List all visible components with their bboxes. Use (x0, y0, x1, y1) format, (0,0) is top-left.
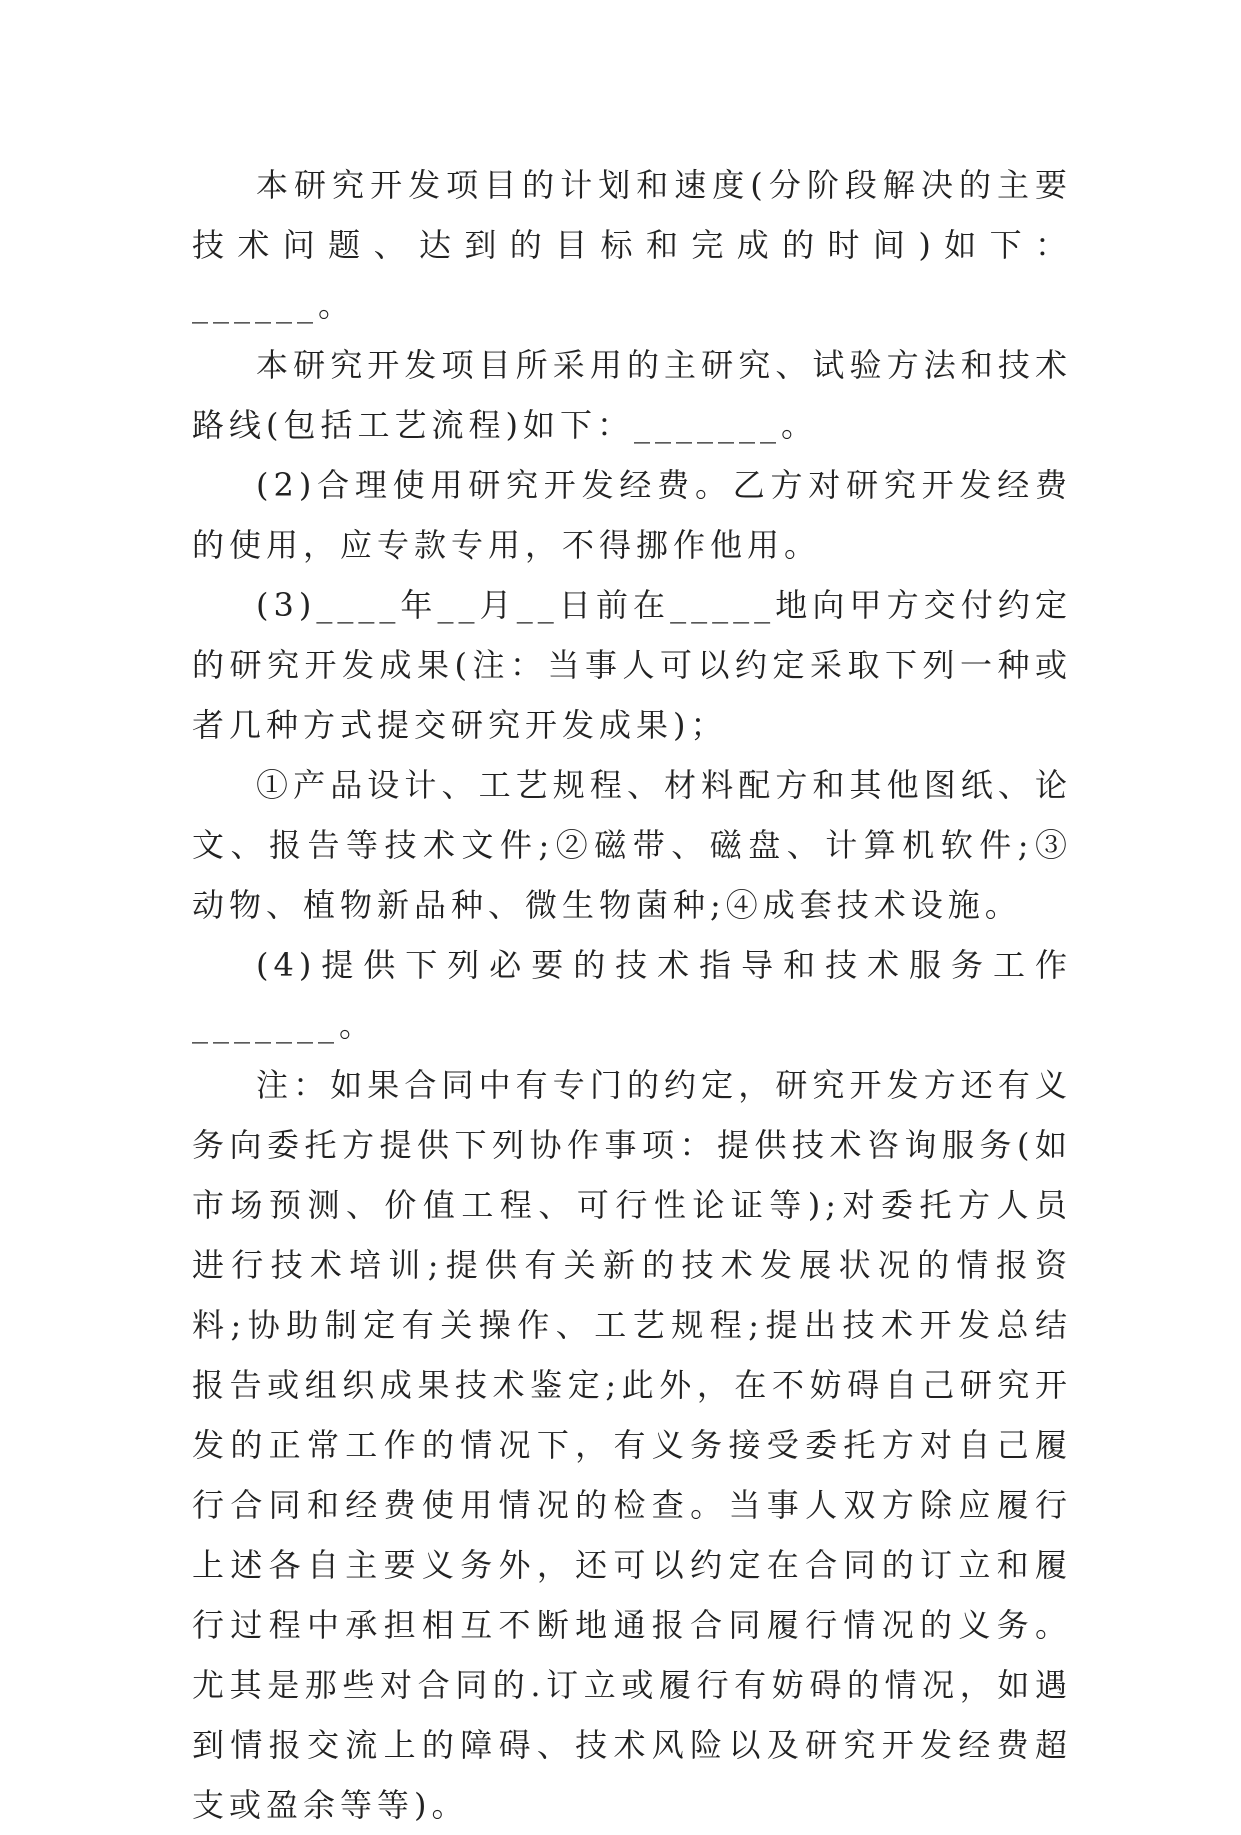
paragraph-delivery-date: (3)____年__月__日前在_____地向甲方交付约定的研究开发成果(注：当事人可以约定采取下列一种或者几种方式提交研究开发成果)； (192, 586, 1072, 744)
paragraph-technical-guidance: (4)提供下列必要的技术指导和技术服务工作_______。 (192, 946, 1072, 1044)
paragraph-research-methods: 本研究开发项目所采用的主研究、试验方法和技术路线(包括工艺流程)如下：_______。 (192, 346, 1072, 444)
document-body (192, 155, 1072, 1835)
paragraph-deliverable-forms: ①产品设计、工艺规程、材料配方和其他图纸、论文、报告等技术文件;②磁带、磁盘、计算机软件;③动物、植物新品种、微生物菌种;④成套技术设施。 (192, 766, 1072, 924)
paragraph-note-cooperation: 注：如果合同中有专门的约定，研究开发方还有义务向委托方提供下列协作事项：提供技术咨询服务(如市场预测、价值工程、可行性论证等);对委托方人员进行技术培训;提供有关新的技术发展状况的情报资料;协助制定有关操作、工艺规程;提出技术开发总结报告或组织成果技术鉴定;此外，在不妨碍自己研究开发的正常工作的情况下，有义务接受委托方对自己履行合同和经费使用情况的检查。当事人双方除应履行上述各自主要义务外，还可以约定在合同的订立和履行过程中承担相互不断地通报合同履行情况的义务。尤其是那些对合同的.订立或履行有妨碍的情况，如遇到情报交流上的障碍、技术风险以及研究开发经费超支或盈余等等)。 (192, 1066, 1072, 1824)
paragraph-plan-schedule: 本研究开发项目的计划和速度(分阶段解决的主要技术问题、达到的目标和完成的时间)如下：______。 (192, 166, 1072, 324)
paragraph-funding-use: (2)合理使用研究开发经费。乙方对研究开发经费的使用，应专款专用，不得挪作他用。 (192, 466, 1072, 564)
